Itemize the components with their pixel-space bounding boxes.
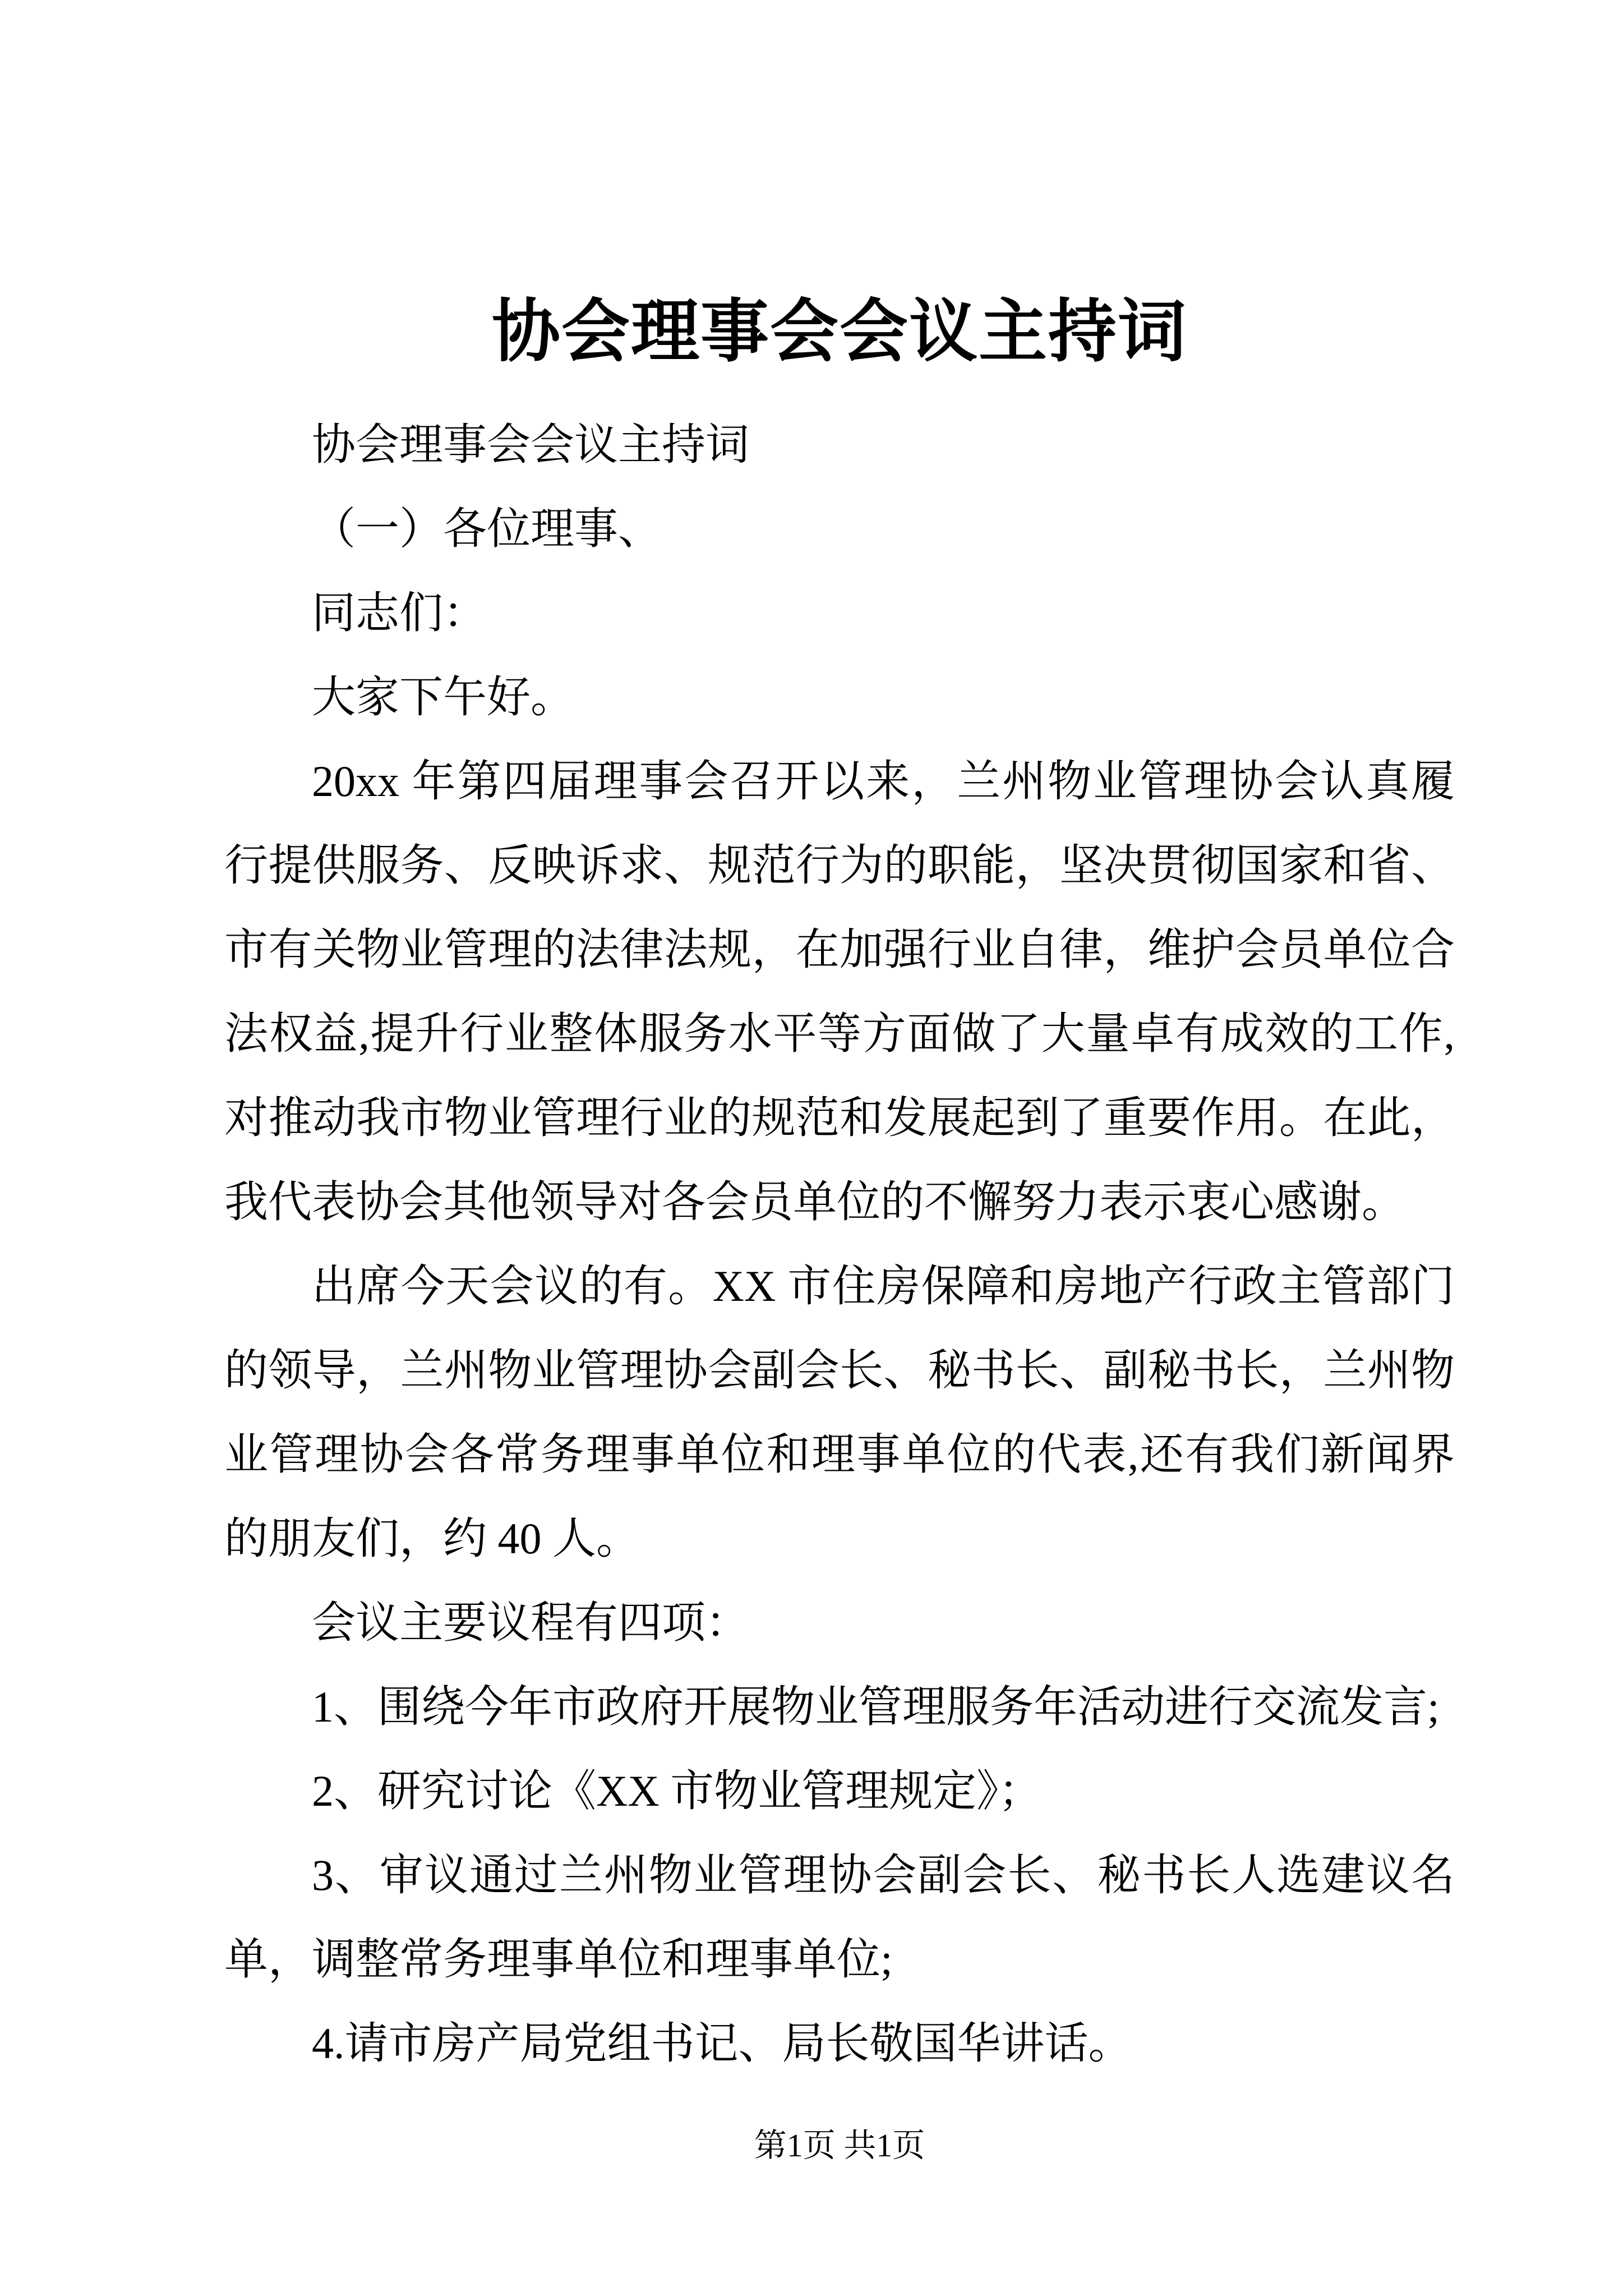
- paragraph-greeting: 大家下午好。: [312, 673, 575, 722]
- paragraph-agenda-item-4: 4.请市房产局党组书记、局长敬国华讲话。: [312, 2019, 1132, 2068]
- paragraph-review: 20xx 年第四届理事会召开以来，兰州物业管理协会认真履行提供服务、反映诉求、规范行为的职能，坚决贯彻国家和省、市有关物业管理的法律法规，在加强行业自律，维护会员单位合法权益,提升行业整体服务水平等方面做了大量卓有成效的工作,对推动我市物业管理行业的规范和发展起到了重要作用。在此，我代表协会其他领导对各会员单位的不懈努力表示衷心感谢。: [224, 757, 1455, 1227]
- document-body: [224, 403, 1455, 2086]
- document-title: 协会理事会会议主持词: [492, 295, 1187, 370]
- page-number-footer: 第1页 共1页: [754, 2127, 925, 2164]
- paragraph-agenda-item-3: 3、审议通过兰州物业管理协会副会长、秘书长人选建议名单，调整常务理事单位和理事单位;: [224, 1851, 1455, 1984]
- paragraph-attendees: 出席今天会议的有。XX 市住房保障和房地产行政主管部门的领导，兰州物业管理协会副会长、秘书长、副秘书长，兰州物业管理协会各常务理事单位和理事单位的代表,还有我们新闻界的朋友们，约 40 人。: [224, 1262, 1455, 1563]
- paragraph-agenda-intro: 会议主要议程有四项：: [312, 1598, 750, 1648]
- paragraph-salutation: （一）各位理事、: [312, 504, 662, 554]
- paragraph-comrades: 同志们：: [312, 588, 487, 638]
- paragraph-agenda-item-1: 1、围绕今年市政府开展物业管理服务年活动进行交流发言;: [312, 1682, 1440, 1732]
- paragraph-subtitle: 协会理事会会议主持词: [312, 420, 750, 470]
- paragraph-agenda-item-2: 2、研究讨论《XX 市物业管理规定》；: [312, 1766, 1043, 1816]
